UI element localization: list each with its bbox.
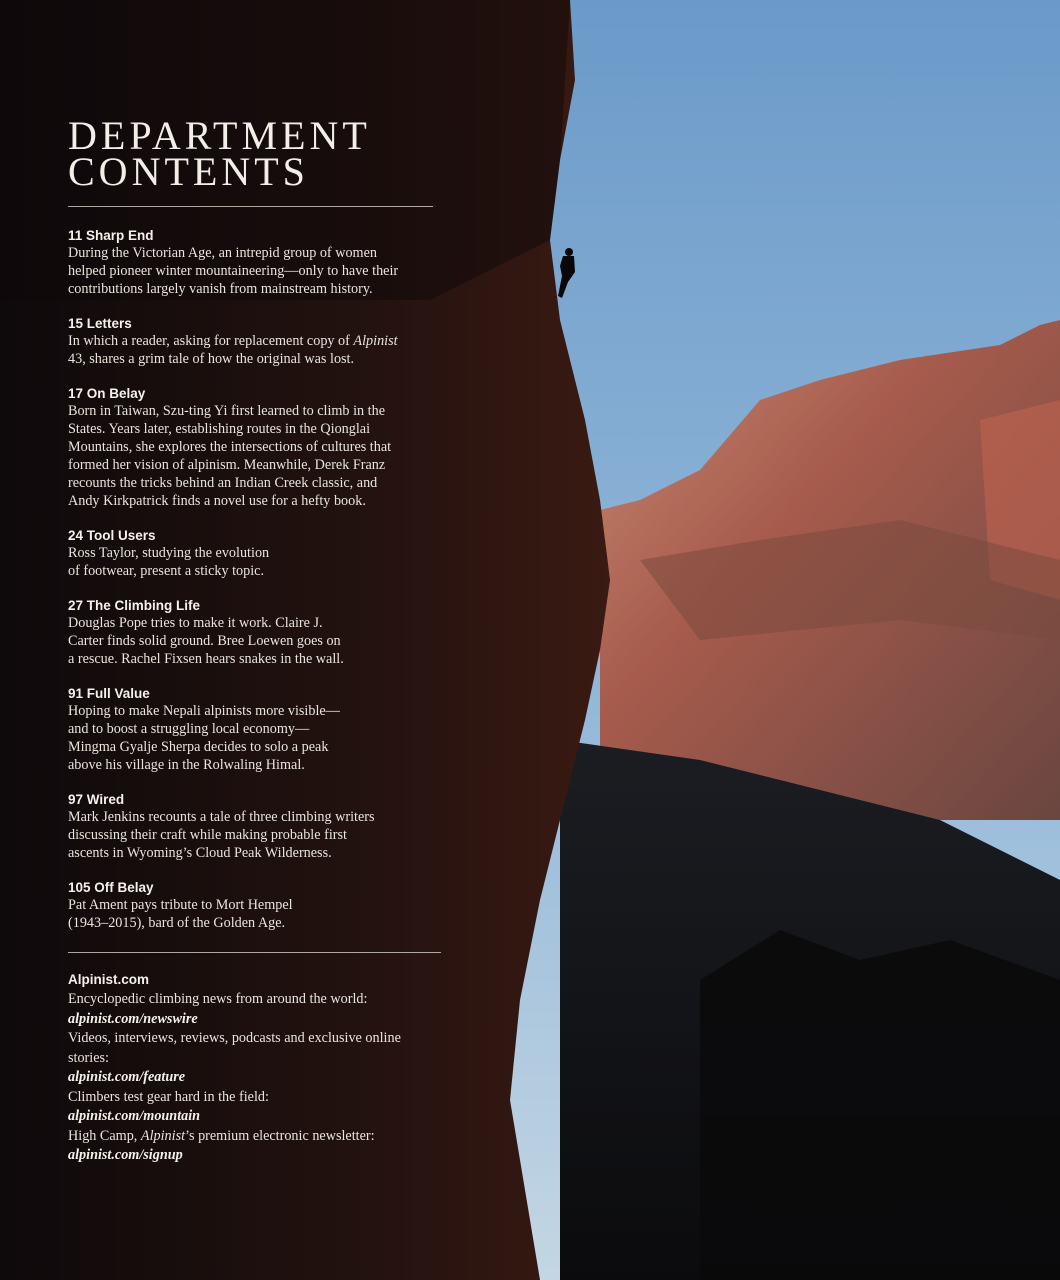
website-section: [68, 971, 442, 1166]
divider-top: [68, 206, 433, 207]
link-newswire[interactable]: alpinist.com/newswire: [68, 1010, 198, 1027]
entry-sharp-end: 11 Sharp End During the Victorian Age, an intrepid group of women helped pioneer winter mountaineering—only to have their contributions largely vanish from mainstream history.: [68, 228, 399, 297]
entry-tool-users: 24 Tool Users Ross Taylor, studying the evolution of footwear, present a sticky topic.: [68, 528, 270, 579]
link-signup[interactable]: alpinist.com/signup: [68, 1147, 183, 1163]
entry-on-belay: 17 On Belay Born in Taiwan, Szu-ting Yi first learned to climb in the States. Years later, establishing routes in the Qionglai Mountains, she explores the intersections of cultures that formed her vision of alpinism. Meanwhile, Derek Franz recounts the tricks behind an Indian Creek classic, and Andy Kirkpatrick finds a novel use for a hefty book.: [68, 386, 392, 509]
contents-panel: [68, 113, 442, 1166]
entry-climbing-life: 27 The Climbing Life Douglas Pope tries to make it work. Claire J. Carter finds solid ground. Bree Loewen goes on a rescue. Rachel Fixsen hears snakes in the wall.: [68, 598, 344, 667]
divider-bottom: [68, 952, 441, 953]
entry-full-value: 91 Full Value Hoping to make Nepali alpinists more visible— and to boost a struggling local economy— Mingma Gyalje Sherpa decides to solo a peak above his village in the Rolwaling Himal.: [68, 686, 340, 773]
website-desc: Encyclopedic climbing news from around the world:: [68, 991, 368, 1007]
entry-letters: 15 Letters In which a reader, asking for replacement copy of Alpinist 43, shares a grim tale of how the original was lost.: [68, 316, 398, 367]
entry-off-belay: 105 Off Belay Pat Ament pays tribute to Mort Hempel (1943–2015), bard of the Golden Age.: [68, 880, 293, 931]
page-title: DEPARTMENT CONTENTS: [68, 113, 371, 194]
link-mountain[interactable]: alpinist.com/mountain: [68, 1108, 201, 1124]
link-feature[interactable]: alpinist.com/feature: [68, 1069, 186, 1085]
entry-wired: 97 Wired Mark Jenkins recounts a tale of three climbing writers discussing their craft while making probable first ascents in Wyoming’s Cloud Peak Wilderness.: [68, 792, 375, 861]
website-desc: Videos, interviews, reviews, podcasts and exclusive online stories:: [68, 1030, 401, 1066]
website-heading: Alpinist.com: [68, 972, 150, 987]
website-desc: Climbers test gear hard in the field:: [68, 1088, 269, 1105]
website-desc: High Camp, Alpinist’s premium electronic newsletter:: [68, 1127, 375, 1144]
